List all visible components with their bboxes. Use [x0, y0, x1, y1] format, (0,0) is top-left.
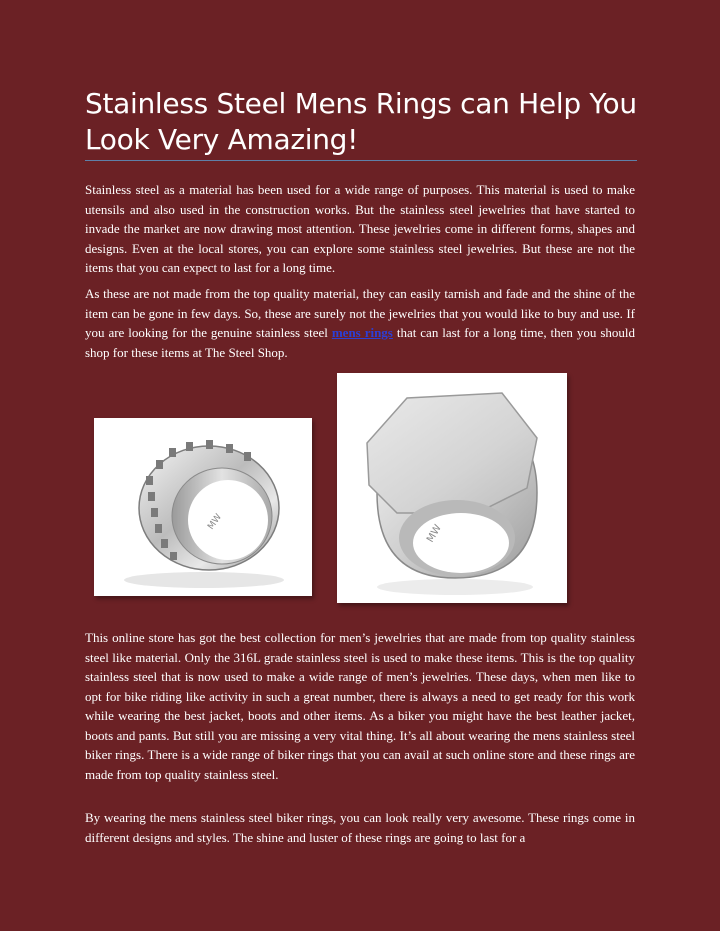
signet-ring-illustration: [337, 373, 567, 603]
paragraph-2: [85, 284, 635, 362]
article-title: Stainless Steel Mens Rings can Help You Look Very Amazing!: [85, 87, 637, 156]
ring-photo-band: [94, 418, 312, 596]
paragraph-2-text-after: that can last for a long time, then you should shop for these items at The Steel Shop.: [85, 325, 635, 360]
paragraph-2-text-before: As these are not made from the top quality material, they can easily tarnish and fade and the shine of the item can be gone in few days. So, these are surely not the jewelries that you would like to buy and use. If you are looking for the genuine stainless steel: [85, 286, 635, 340]
paragraph-3: This online store has got the best collection for men’s jewelries that are made from top quality stainless steel like material. Only the 316L grade stainless steel is used to make these items. This is the top quality stainless steel that is now used to make a wide range of men’s jewelries. These days, when men like to opt for bike riding like activity in such a great number, there is always a need to get ready for this work while wearing the best jacket, boots and other items. As a biker you might have the best leather jacket, boots and pants. But still you are missing a very vital thing. It’s all about wearing the mens stainless steel biker rings. There is a wide range of biker rings that you can avail at such online store and these rings are made from top quality stainless steel.: [85, 630, 635, 782]
mens-rings-link[interactable]: mens rings: [331, 325, 393, 340]
paragraph-1: Stainless steel as a material has been used for a wide range of purposes. This material is used to make utensils and also used in the construction works. But the stainless steel jewelries that have started to invade the market are now drawing most attention. These jewelries come in different forms, shapes and designs. Even at the local stores, you can explore some stainless steel jewelries. But these are not the items that you can expect to last for a long time.: [85, 182, 635, 275]
ring-photo-signet: [337, 373, 567, 603]
title-divider: [85, 160, 637, 161]
ring2-engraving: MW: [425, 522, 444, 545]
ring1-engraving: MW: [206, 512, 225, 532]
band-ring-illustration: [94, 418, 312, 596]
paragraph-4: By wearing the mens stainless steel biker rings, you can look really very awesome. These rings come in different designs and styles. The shine and luster of these rings are going to last for a: [85, 810, 635, 845]
